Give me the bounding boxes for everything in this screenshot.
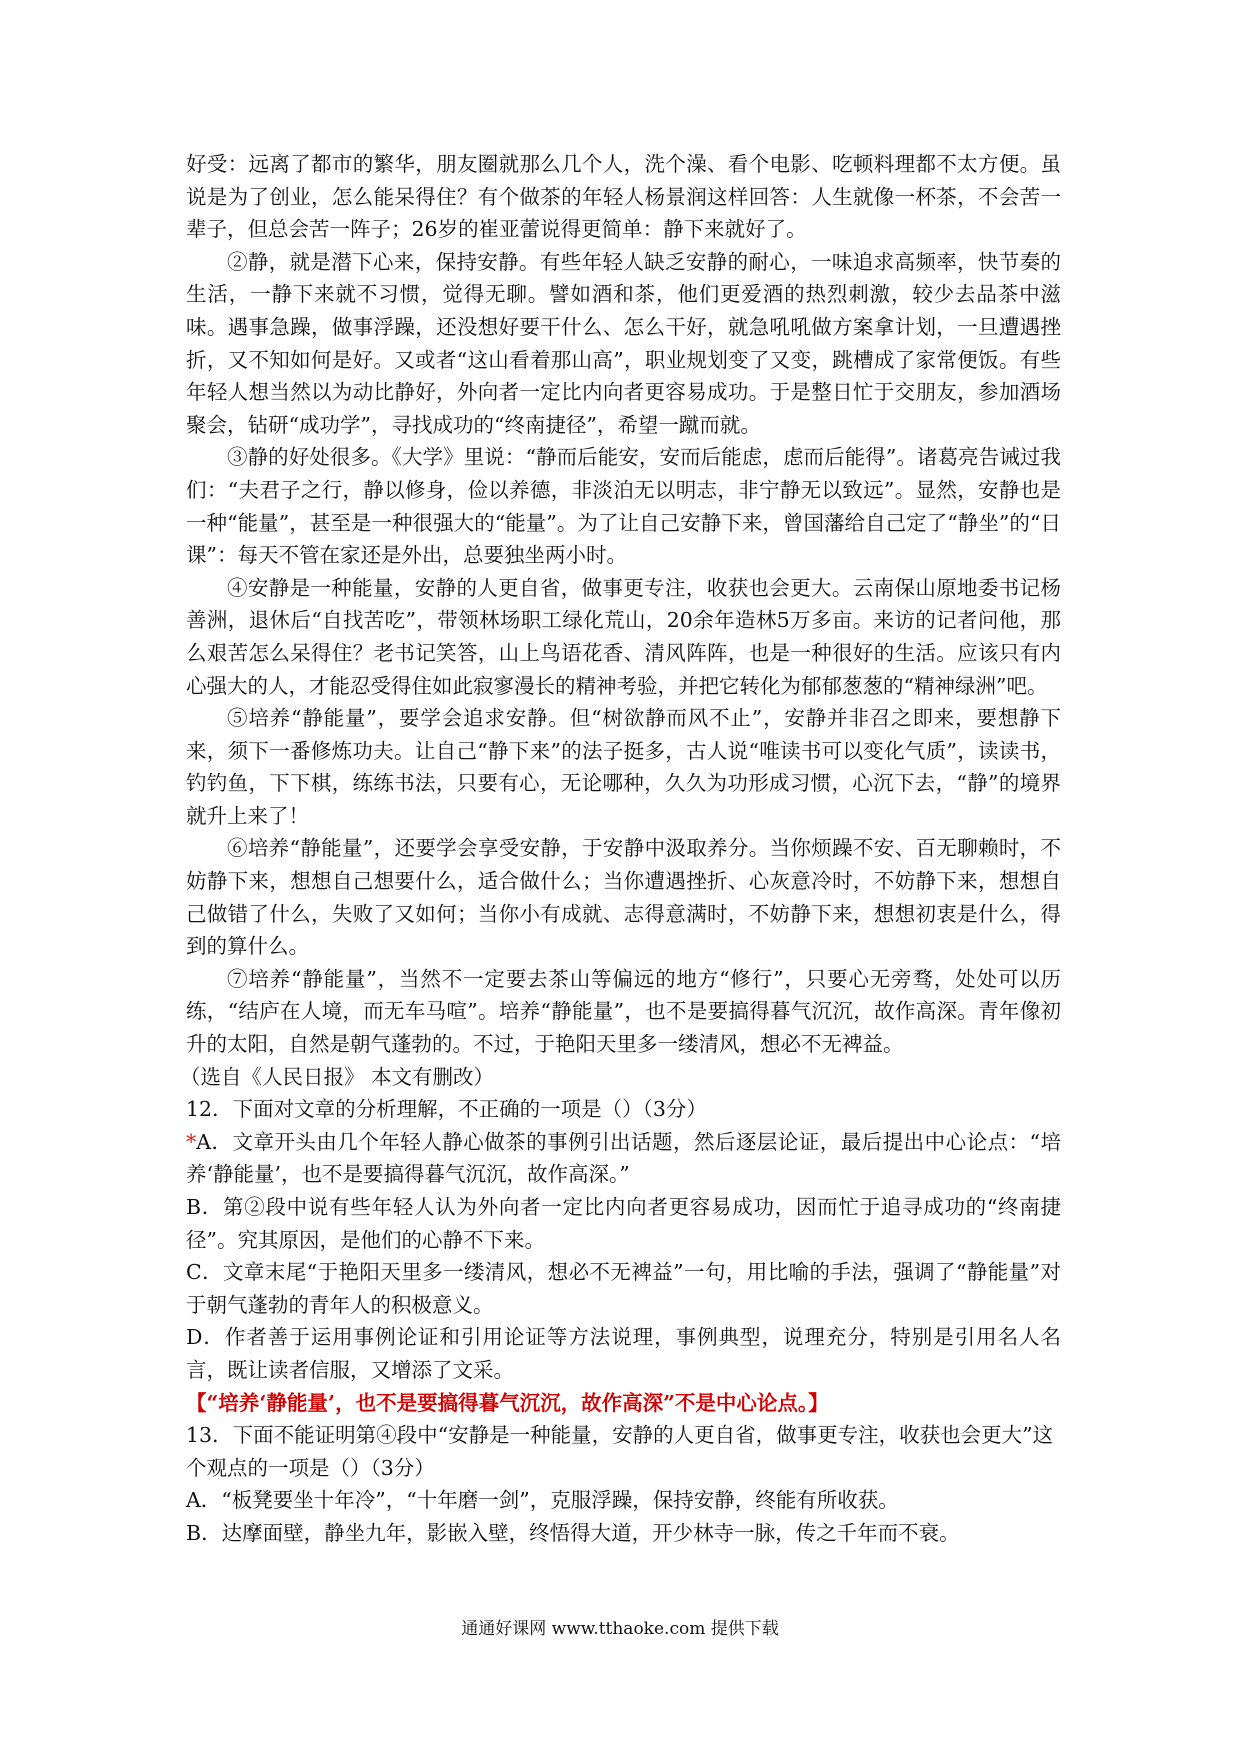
article-paragraph-2: ②静，就是潜下心来，保持安静。有些年轻人缺乏安静的耐心，一味追求高频率，快节奏的生活，一静下来就不习惯，觉得无聊。譬如酒和茶，他们更爱酒的热烈刺激，较少去品茶中滋味。遇事急躁，做事浮躁，还没想好要干什么、怎么干好，就急吼吼做方案拿计划，一旦遭遇挫折，又不知如何是好。又或者“这山看着那山高”，职业规划变了又变，跳槽成了家常便饭。有些年轻人想当然以为动比静好，外向者一定比内向者更容易成功。于是整日忙于交朋友，参加酒场聚会，钻研“成功学”，寻找成功的“终南捷径”，希望一蹴而就。 bbox=[186, 249, 1061, 437]
question-12-option-a-text: A．文章开头由几个年轻人静心做茶的事例引出话题，然后逐层论证，最后提出中心论点：“培养‘静能量’，也不是要搞得暮气沉沉，故作高深。” bbox=[186, 1129, 1061, 1187]
question-13-stem: 13．下面不能证明第④段中“安静是一种能量，安静的人更自省，做事更专注，收获也会更大”这个观点的一项是（）（3分） bbox=[186, 1423, 1054, 1480]
question-12-option-b: B．第②段中说有些年轻人认为外向者一定比内向者更容易成功，因而忙于追寻成功的“终南捷径”。究其原因，是他们的心静不下来。 bbox=[186, 1195, 1061, 1252]
question-12-option-d: D．作者善于运用事例论证和引用论证等方法说理，事例典型，说理充分，特别是引用名人名言，既让读者信服，又增添了文采。 bbox=[186, 1325, 1061, 1382]
question-12-option-c: C．文章末尾“于艳阳天里多一缕清风，想必不无裨益”一句，用比喻的手法，强调了“静能量”对于朝气蓬勃的青年人的积极意义。 bbox=[186, 1260, 1061, 1317]
question-12-answer-explanation: 【“培养‘静能量’，也不是要搞得暮气沉沉，故作高深”不是中心论点。】 bbox=[186, 1390, 829, 1415]
article-paragraph-7: ⑦培养“静能量”，当然不一定要去茶山等偏远的地方“修行”，只要心无旁骛，处处可以历练，“结庐在人境，而无车马喧”。培养“静能量”，也不是要搞得暮气沉沉，故作高深。青年像初升的太阳，自然是朝气蓬勃的。不过，于艳阳天里多一缕清风，想必不无裨益。 bbox=[186, 966, 1061, 1057]
article-paragraph-4: ④安静是一种能量，安静的人更自省，做事更专注，收获也会更大。云南保山原地委书记杨善洲，退休后“自找苦吃”，带领林场职工绿化荒山，20余年造林5万多亩。来访的记者问他，那么艰苦怎么呆得住？老书记笑答，山上鸟语花香、清风阵阵，也是一种很好的生活。应该只有内心强大的人，才能忍受得住如此寂寥漫长的精神考验，并把它转化为郁郁葱葱的“精神绿洲”吧。 bbox=[186, 575, 1061, 698]
question-13-option-b: B．达摩面壁，静坐九年，影嵌入壁，终悟得大道，开少林寺一脉，传之千年而不衰。 bbox=[186, 1520, 960, 1545]
question-12-option-a bbox=[186, 1126, 1061, 1191]
question-13-option-a: A．“板凳要坐十年冷”，“十年磨一剑”，克服浮躁，保持安静，终能有所收获。 bbox=[186, 1488, 899, 1513]
question-12-stem: 12．下面对文章的分析理解，不正确的一项是（）（3分） bbox=[186, 1097, 707, 1122]
article-paragraph-5: ⑤培养“静能量”，要学会追求安静。但“树欲静而风不止”，安静并非召之即来，要想静下来，须下一番修炼功夫。让自己“静下来”的法子挺多，古人说“唯读书可以变化气质”，读读书，钓钓鱼，下下棋，练练书法，只要有心，无论哪种，久久为功形成习惯，心沉下去，“静”的境界就升上来了！ bbox=[186, 706, 1061, 828]
article-paragraph-3: ③静的好处很多。《大学》里说：“静而后能安，安而后能虑，虑而后能得”。诸葛亮告诫过我们：“夫君子之行，静以修身，俭以养德，非淡泊无以明志，非宁静无以致远”。显然，安静也是一种“能量”，甚至是一种很强大的“能量”。为了让自己安静下来，曾国藩给自己定了“静坐”的“日课”：每天不管在家还是外出，总要独坐两小时。 bbox=[186, 445, 1061, 568]
page-body bbox=[180, 148, 1061, 1550]
correct-answer-marker: * bbox=[186, 1129, 197, 1154]
page-footer: 通通好课网 www.tthaoke.com 提供下载 bbox=[461, 1619, 779, 1639]
article-paragraph-6: ⑥培养“静能量”，还要学会享受安静，于安静中汲取养分。当你烦躁不安、百无聊赖时，不妨静下来，想想自己想要什么，适合做什么；当你遭遇挫折、心灰意冷时，不妨静下来，想想自己做错了什么，失败了又如何；当你小有成就、志得意满时，不妨静下来，想想初衷是什么，得到的算什么。 bbox=[186, 836, 1061, 959]
article-intro-paragraph: 好受：远离了都市的繁华，朋友圈就那么几个人，洗个澡、看个电影、吃顿料理都不太方便。虽说是为了创业，怎么能呆得住？有个做茶的年轻人杨景润这样回答：人生就像一杯茶，不会苦一辈子，但总会苦一阵子；26岁的崔亚蕾说得更简单：静下来就好了。 bbox=[186, 152, 1061, 242]
article-source: （选自《人民日报》 本文有删改） bbox=[180, 1064, 495, 1089]
